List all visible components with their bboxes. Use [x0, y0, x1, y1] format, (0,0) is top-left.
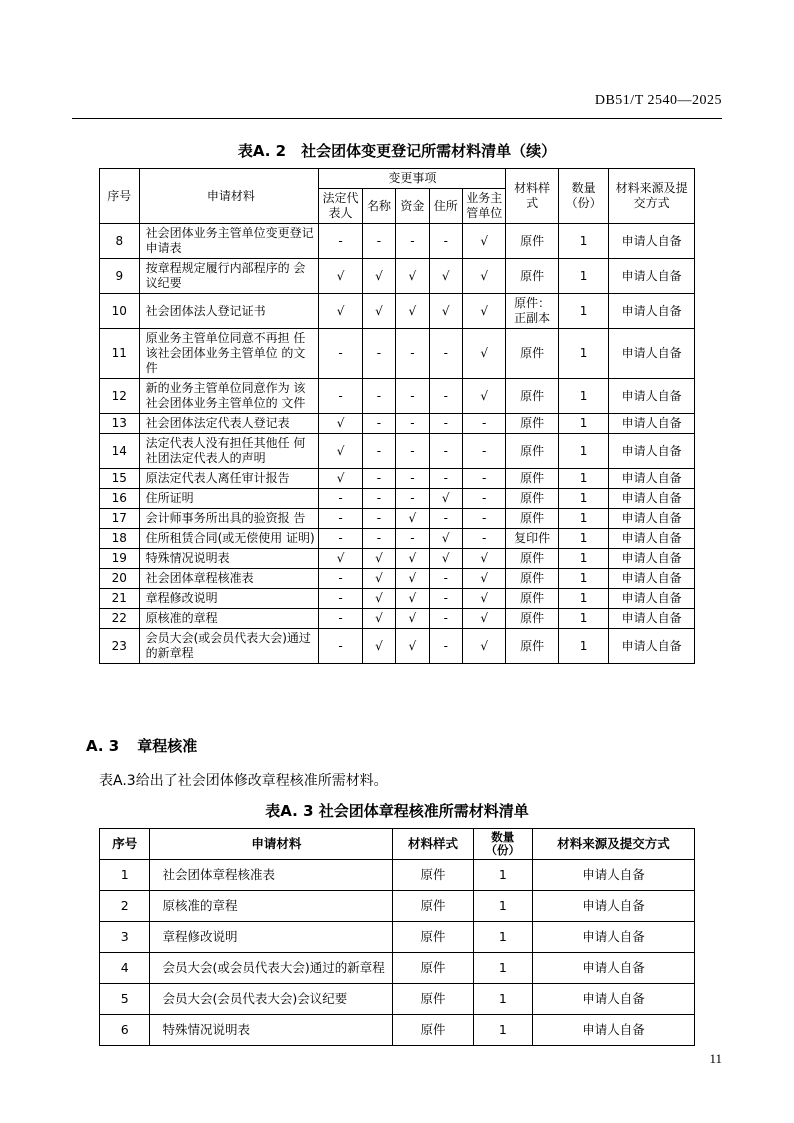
th-qty-line1: 数量 — [491, 830, 515, 845]
cell-no: 6 — [100, 1015, 150, 1046]
cell-name: - — [362, 414, 395, 434]
th-authority: 业务主管单位 — [462, 189, 506, 224]
cell-source: 申请人自备 — [609, 569, 695, 589]
cell-qty: 1 — [473, 1015, 532, 1046]
table-a3-header — [100, 829, 695, 860]
cell-name: √ — [362, 629, 395, 664]
cell-qty: 1 — [558, 224, 608, 259]
cell-material: 原业务主管单位同意不再担 任该社会团体业务主管单位 的文件 — [139, 329, 319, 379]
cell-no: 2 — [100, 891, 150, 922]
cell-style: 原件 — [393, 891, 473, 922]
cell-style: 原件 — [506, 259, 558, 294]
cell-legal-rep: - — [319, 569, 363, 589]
cell-qty: 1 — [473, 953, 532, 984]
cell-material: 社会团体法人登记证书 — [139, 294, 319, 329]
cell-legal-rep: - — [319, 379, 363, 414]
cell-authority: - — [462, 434, 506, 469]
cell-qty: 1 — [558, 549, 608, 569]
th-material: 申请材料 — [139, 169, 319, 224]
cell-material: 社会团体章程核准表 — [139, 569, 319, 589]
cell-capital: - — [396, 434, 429, 469]
cell-no: 15 — [100, 469, 140, 489]
table-row — [100, 224, 695, 259]
cell-source: 申请人自备 — [533, 891, 695, 922]
section-number: A. 3 — [86, 737, 120, 755]
cell-material: 社会团体业务主管单位变更登记申请表 — [139, 224, 319, 259]
cell-style: 原件 — [506, 509, 558, 529]
cell-address: - — [429, 434, 462, 469]
cell-source: 申请人自备 — [533, 1015, 695, 1046]
cell-authority: √ — [462, 629, 506, 664]
page-number: 11 — [709, 1051, 722, 1066]
cell-no: 14 — [100, 434, 140, 469]
cell-no: 21 — [100, 589, 140, 609]
cell-source: 申请人自备 — [533, 922, 695, 953]
th-no: 序号 — [100, 169, 140, 224]
table-row — [100, 509, 695, 529]
cell-qty: 1 — [558, 294, 608, 329]
cell-no: 3 — [100, 922, 150, 953]
cell-material: 住所租赁合同(或无偿使用 证明) — [139, 529, 319, 549]
cell-authority: - — [462, 529, 506, 549]
cell-source: 申请人自备 — [533, 984, 695, 1015]
cell-capital: √ — [396, 629, 429, 664]
table-row — [100, 984, 695, 1015]
cell-capital: - — [396, 379, 429, 414]
cell-style: 原件 — [393, 984, 473, 1015]
cell-qty: 1 — [558, 629, 608, 664]
cell-qty: 1 — [558, 379, 608, 414]
cell-source: 申请人自备 — [609, 549, 695, 569]
cell-source: 申请人自备 — [609, 329, 695, 379]
cell-qty: 1 — [558, 609, 608, 629]
cell-address: √ — [429, 259, 462, 294]
cell-qty: 1 — [558, 414, 608, 434]
th-change-items: 变更事项 — [319, 169, 506, 189]
cell-source: 申请人自备 — [609, 414, 695, 434]
cell-legal-rep: - — [319, 224, 363, 259]
cell-legal-rep: √ — [319, 414, 363, 434]
cell-capital: - — [396, 489, 429, 509]
cell-name: √ — [362, 569, 395, 589]
cell-name: - — [362, 379, 395, 414]
cell-material: 会计师事务所出具的验资报 告 — [139, 509, 319, 529]
table-row — [100, 629, 695, 664]
cell-authority: - — [462, 489, 506, 509]
table-row — [100, 922, 695, 953]
header-divider — [72, 118, 722, 119]
table-row — [100, 589, 695, 609]
document-code: DB51/T 2540—2025 — [594, 93, 722, 108]
cell-no: 16 — [100, 489, 140, 509]
cell-source: 申请人自备 — [609, 469, 695, 489]
cell-qty: 1 — [558, 589, 608, 609]
th-legal-rep: 法定代表人 — [319, 189, 363, 224]
cell-style: 原件 — [506, 569, 558, 589]
cell-capital: - — [396, 414, 429, 434]
th-qty: 数量（份） — [558, 169, 608, 224]
cell-material: 原核准的章程 — [139, 609, 319, 629]
th-style: 材料样式 — [506, 169, 558, 224]
cell-style: 原件 — [506, 589, 558, 609]
cell-style: 原件 — [506, 414, 558, 434]
table-row — [100, 379, 695, 414]
table-row — [100, 860, 695, 891]
cell-material: 社会团体法定代表人登记表 — [139, 414, 319, 434]
table-row — [100, 489, 695, 509]
cell-capital: √ — [396, 589, 429, 609]
cell-address: - — [429, 629, 462, 664]
cell-address: - — [429, 379, 462, 414]
cell-style: 原件 — [393, 860, 473, 891]
cell-material: 章程修改说明 — [139, 589, 319, 609]
cell-no: 13 — [100, 414, 140, 434]
cell-source: 申请人自备 — [609, 434, 695, 469]
section-heading-a3 — [86, 735, 197, 756]
cell-source: 申请人自备 — [609, 259, 695, 294]
cell-capital: √ — [396, 294, 429, 329]
cell-legal-rep: - — [319, 609, 363, 629]
cell-name: - — [362, 529, 395, 549]
th-source: 材料来源及提交方式 — [533, 829, 695, 860]
cell-no: 12 — [100, 379, 140, 414]
cell-no: 19 — [100, 549, 140, 569]
cell-authority: √ — [462, 589, 506, 609]
cell-style: 原件 — [506, 379, 558, 414]
cell-address: √ — [429, 489, 462, 509]
cell-style: 原件：正副本 — [506, 294, 558, 329]
cell-address: √ — [429, 529, 462, 549]
cell-style: 原件 — [506, 434, 558, 469]
th-name: 名称 — [362, 189, 395, 224]
cell-address: √ — [429, 549, 462, 569]
table-row — [100, 259, 695, 294]
cell-capital: √ — [396, 569, 429, 589]
cell-authority: √ — [462, 224, 506, 259]
cell-source: 申请人自备 — [609, 294, 695, 329]
cell-no: 11 — [100, 329, 140, 379]
cell-source: 申请人自备 — [609, 609, 695, 629]
table-a3-body — [100, 860, 695, 1046]
table-row — [100, 569, 695, 589]
table-a2-header — [100, 169, 695, 224]
table-row — [100, 434, 695, 469]
cell-qty: 1 — [473, 984, 532, 1015]
table-row — [100, 891, 695, 922]
table-row — [100, 609, 695, 629]
th-source: 材料来源及提交方式 — [609, 169, 695, 224]
cell-name: - — [362, 489, 395, 509]
cell-name: - — [362, 509, 395, 529]
th-qty-line2: （份） — [485, 843, 521, 857]
cell-name: - — [362, 469, 395, 489]
cell-no: 17 — [100, 509, 140, 529]
cell-authority: √ — [462, 259, 506, 294]
cell-capital: √ — [396, 549, 429, 569]
cell-qty: 1 — [558, 529, 608, 549]
cell-name: - — [362, 434, 395, 469]
cell-name: √ — [362, 549, 395, 569]
cell-material: 住所证明 — [139, 489, 319, 509]
cell-style: 原件 — [506, 329, 558, 379]
cell-style: 复印件 — [506, 529, 558, 549]
cell-no: 23 — [100, 629, 140, 664]
cell-material: 特殊情况说明表 — [150, 1015, 393, 1046]
table-row — [100, 529, 695, 549]
cell-style: 原件 — [506, 224, 558, 259]
cell-address: - — [429, 224, 462, 259]
cell-style: 原件 — [506, 549, 558, 569]
cell-capital: - — [396, 529, 429, 549]
cell-material: 原核准的章程 — [150, 891, 393, 922]
cell-source: 申请人自备 — [609, 629, 695, 664]
cell-capital: - — [396, 224, 429, 259]
cell-source: 申请人自备 — [609, 489, 695, 509]
cell-authority: √ — [462, 609, 506, 629]
cell-source: 申请人自备 — [609, 379, 695, 414]
cell-material: 章程修改说明 — [150, 922, 393, 953]
cell-style: 原件 — [506, 489, 558, 509]
cell-no: 10 — [100, 294, 140, 329]
table-row — [100, 414, 695, 434]
cell-capital: - — [396, 469, 429, 489]
cell-style: 原件 — [393, 922, 473, 953]
cell-authority: √ — [462, 549, 506, 569]
cell-name: √ — [362, 609, 395, 629]
section-paragraph: 表A.3给出了社会团体修改章程核准所需材料。 — [99, 773, 388, 789]
cell-address: - — [429, 609, 462, 629]
cell-no: 1 — [100, 860, 150, 891]
cell-material: 法定代表人没有担任其他任 何社团法定代表人的声明 — [139, 434, 319, 469]
th-capital: 资金 — [396, 189, 429, 224]
cell-authority: √ — [462, 569, 506, 589]
cell-material: 按章程规定履行内部程序的 会议纪要 — [139, 259, 319, 294]
table-a2 — [99, 168, 695, 664]
cell-source: 申请人自备 — [533, 953, 695, 984]
cell-name: √ — [362, 294, 395, 329]
cell-material: 社会团体章程核准表 — [150, 860, 393, 891]
cell-address: - — [429, 469, 462, 489]
cell-no: 9 — [100, 259, 140, 294]
table-row — [100, 294, 695, 329]
cell-authority: - — [462, 469, 506, 489]
cell-material: 原法定代表人离任审计报告 — [139, 469, 319, 489]
cell-capital: √ — [396, 609, 429, 629]
cell-address: √ — [429, 294, 462, 329]
table-a2-caption: 表A. 2 社会团体变更登记所需材料清单（续） — [237, 142, 557, 160]
cell-authority: √ — [462, 329, 506, 379]
cell-source: 申请人自备 — [609, 589, 695, 609]
th-no: 序号 — [100, 829, 150, 860]
cell-qty: 1 — [558, 509, 608, 529]
cell-no: 4 — [100, 953, 150, 984]
cell-qty: 1 — [473, 922, 532, 953]
cell-source: 申请人自备 — [609, 529, 695, 549]
cell-legal-rep: - — [319, 589, 363, 609]
cell-legal-rep: √ — [319, 549, 363, 569]
table-row — [100, 549, 695, 569]
table-a2-body — [100, 224, 695, 664]
cell-material: 会员大会(或会员代表大会)通过的新章程 — [150, 953, 393, 984]
cell-capital: - — [396, 329, 429, 379]
cell-qty: 1 — [473, 860, 532, 891]
cell-style: 原件 — [506, 629, 558, 664]
cell-legal-rep: √ — [319, 469, 363, 489]
cell-authority: √ — [462, 379, 506, 414]
cell-style: 原件 — [506, 469, 558, 489]
cell-qty: 1 — [558, 489, 608, 509]
cell-source: 申请人自备 — [533, 860, 695, 891]
cell-qty: 1 — [558, 469, 608, 489]
table-row — [100, 329, 695, 379]
cell-qty: 1 — [558, 434, 608, 469]
cell-qty: 1 — [558, 259, 608, 294]
cell-name: √ — [362, 259, 395, 294]
cell-no: 5 — [100, 984, 150, 1015]
cell-no: 22 — [100, 609, 140, 629]
cell-no: 18 — [100, 529, 140, 549]
cell-style: 原件 — [506, 609, 558, 629]
th-style: 材料样式 — [393, 829, 473, 860]
cell-legal-rep: - — [319, 489, 363, 509]
table-a3 — [99, 828, 695, 1046]
table-row — [100, 953, 695, 984]
cell-legal-rep: - — [319, 329, 363, 379]
cell-address: - — [429, 414, 462, 434]
cell-no: 20 — [100, 569, 140, 589]
cell-authority: - — [462, 414, 506, 434]
table-a3-header-row — [100, 829, 695, 860]
section-title: 章程核准 — [137, 737, 198, 755]
th-address: 住所 — [429, 189, 462, 224]
table-row — [100, 1015, 695, 1046]
cell-capital: √ — [396, 509, 429, 529]
cell-style: 原件 — [393, 953, 473, 984]
cell-name: - — [362, 329, 395, 379]
cell-legal-rep: √ — [319, 259, 363, 294]
cell-address: - — [429, 589, 462, 609]
cell-style: 原件 — [393, 1015, 473, 1046]
cell-authority: - — [462, 509, 506, 529]
cell-source: 申请人自备 — [609, 224, 695, 259]
cell-legal-rep: - — [319, 629, 363, 664]
cell-material: 会员大会(会员代表大会)会议纪要 — [150, 984, 393, 1015]
cell-material: 会员大会(或会员代表大会)通过的新章程 — [139, 629, 319, 664]
th-material: 申请材料 — [150, 829, 393, 860]
cell-material: 新的业务主管单位同意作为 该社会团体业务主管单位的 文件 — [139, 379, 319, 414]
cell-address: - — [429, 329, 462, 379]
cell-qty: 1 — [473, 891, 532, 922]
cell-name: - — [362, 224, 395, 259]
cell-legal-rep: √ — [319, 294, 363, 329]
cell-capital: √ — [396, 259, 429, 294]
table-a2-header-row-1 — [100, 169, 695, 189]
cell-authority: √ — [462, 294, 506, 329]
table-row — [100, 469, 695, 489]
cell-qty: 1 — [558, 569, 608, 589]
th-qty — [473, 829, 532, 860]
cell-legal-rep: - — [319, 529, 363, 549]
cell-no: 8 — [100, 224, 140, 259]
cell-name: √ — [362, 589, 395, 609]
cell-legal-rep: √ — [319, 434, 363, 469]
table-a3-caption: 表A. 3 社会团体章程核准所需材料清单 — [265, 802, 529, 820]
cell-material: 特殊情况说明表 — [139, 549, 319, 569]
cell-source: 申请人自备 — [609, 509, 695, 529]
cell-legal-rep: - — [319, 509, 363, 529]
cell-qty: 1 — [558, 329, 608, 379]
cell-address: - — [429, 509, 462, 529]
cell-address: - — [429, 569, 462, 589]
